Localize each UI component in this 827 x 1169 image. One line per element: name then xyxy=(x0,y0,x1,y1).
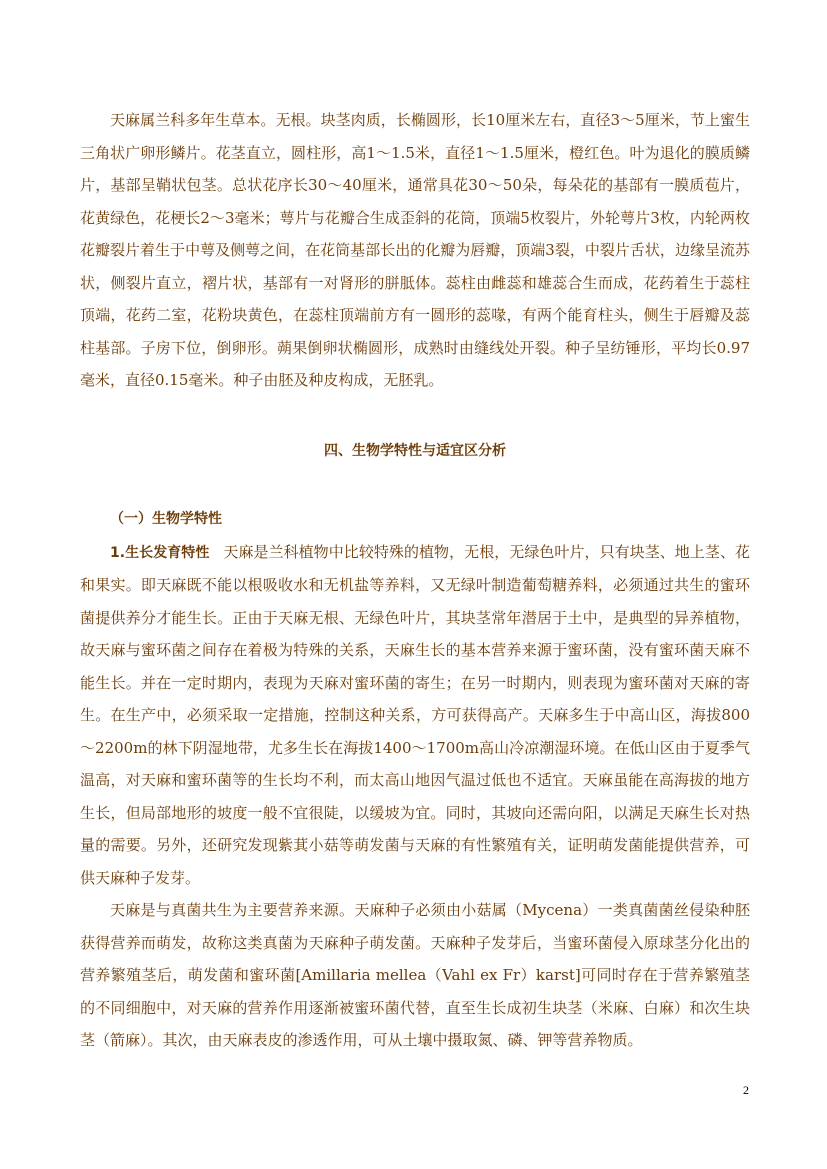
growth-text: 天麻是兰科植物中比较特殊的植物，无根，无绿色叶片，只有块茎、地上茎、花和果实。即天麻既不能以根吸收水和无机盐等养料，又无绿叶制造葡萄糖养料，必须通过共生的蜜环菌提供养分才能生长。正由于天麻无根、无绿色叶片，其块茎常年潜居于土中，是典型的异养植物，故天麻与蜜环菌之间存在着极为特殊的关系，天麻生长的基本营养来源于蜜环菌，没有蜜环菌天麻不能生长。并在一定时期内，表现为天麻对蜜环菌的寄生；在另一时期内，则表现为蜜环菌对天麻的寄生。在生产中，必须采取一定措施，控制这种关系，方可获得高产。天麻多生于中高山区，海拔800～2200m的林下阴湿地带，尤多生长在海拔1400～1700m高山冷凉潮湿环境。在低山区由于夏季气温高，对天麻和蜜环菌等的生长均不利，而太高山地因气温过低也不适宜。天麻虽能在高海拔的地方生长，但局部地形的坡度一般不宜很陡，以缓坡为宜。同时，其坡向还需向阳，以满足天麻生长对热量的需要。另外，还研究发现紫萁小菇等萌发菌与天麻的有性繁殖有关，证明萌发菌能提供营养，可供天麻种子发芽。 xyxy=(80,542,750,887)
document-body xyxy=(80,104,750,1057)
sub-heading: （一）生物学特性 xyxy=(110,511,222,527)
section-heading: 四、生物学特性与适宜区分析 xyxy=(324,442,506,459)
growth-paragraph xyxy=(80,536,750,895)
symbiosis-paragraph: 天麻是与真菌共生为主要营养来源。天麻种子必须由小菇属（Mycena）一类真菌菌丝侵染种胚获得营养而萌发，故称这类真菌为天麻种子萌发菌。天麻种子发芽后，当蜜环菌侵入原球茎分化出的营养繁殖茎后，萌发菌和蜜环菌[Amillaria mellea（Vahl ex Fr）karst]可同时存在于营养繁殖茎的不同细胞中，对天麻的营养作用逐渐被蜜环菌代替，直至生长成初生块茎（米麻、白麻）和次生块茎（箭麻）。其次，由天麻表皮的渗透作用，可从土壤中摄取氮、磷、钾等营养物质。 xyxy=(80,901,750,1049)
page-number: 2 xyxy=(743,1083,749,1097)
growth-label: 1.生长发育特性 xyxy=(110,544,210,561)
description-paragraph: 天麻属兰科多年生草本。无根。块茎肉质，长椭圆形，长10厘米左右，直径3～5厘米，节上蜜生三角状广卵形鳞片。花茎直立，圆柱形，高1～1.5米，直径1～1.5厘米，橙红色。叶为退化的膜质鳞片，基部呈鞘状包茎。总状花序长30～40厘米，通常具花30～50朵，每朵花的基部有一膜质苞片，花黄绿色，花梗长2～3毫米；萼片与花瓣合生成歪斜的花筒，顶端5枚裂片，外轮萼片3枚，内轮两枚花瓣裂片着生于中萼及侧萼之间，在花筒基部长出的化瓣为唇瓣，顶端3裂，中裂片舌状，边缘呈流苏状，侧裂片直立，褶片状，基部有一对肾形的胼胝体。蕊柱由雌蕊和雄蕊合生而成，花药着生于蕊柱顶端，花药二室，花粉块黄色，在蕊柱顶端前方有一圆形的蕊喙，有两个能育柱头，侧生于唇瓣及蕊柱基部。子房下位，倒卵形。蒴果倒卵状椭圆形，成熟时由缝线处开裂。种子呈纺锤形，平均长0.97毫米，直径0.15毫米。种子由胚及种皮构成，无胚乳。 xyxy=(80,111,750,389)
